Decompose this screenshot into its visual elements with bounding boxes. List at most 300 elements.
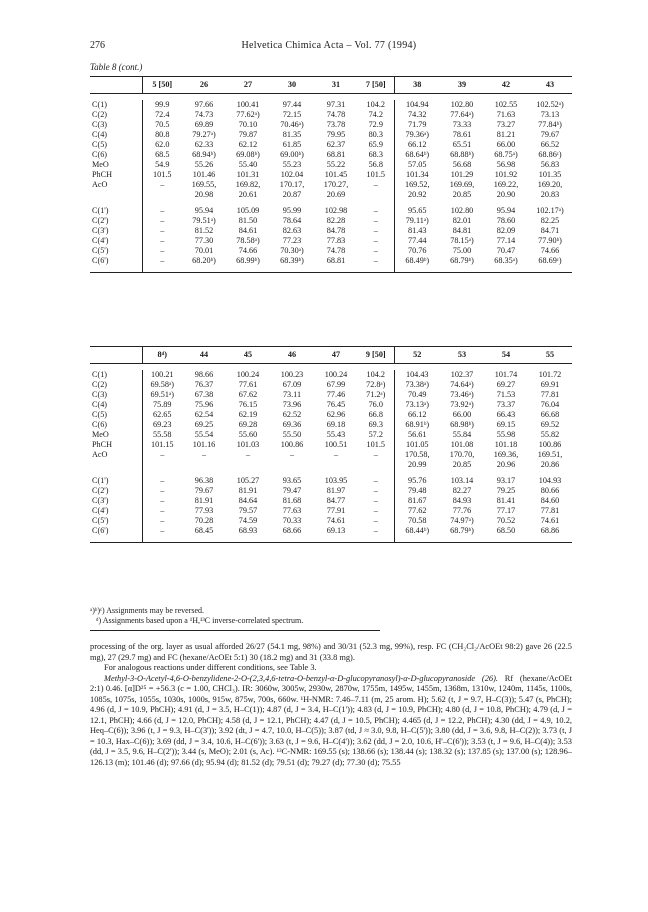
- table-cell: 102.17ᵃ): [536, 206, 564, 215]
- row-label: C(2): [92, 380, 108, 389]
- nmr-table-part-1: [90, 76, 572, 273]
- table-cell: 74.73: [194, 110, 214, 119]
- table-cell: 101.46: [192, 170, 216, 179]
- table-cell: 95.94: [194, 206, 214, 215]
- table-cell: –: [142, 496, 182, 506]
- table-cell: 67.38: [194, 390, 214, 399]
- table-cell: 73.92ᵃ): [450, 400, 474, 409]
- row-label: C(4'): [92, 236, 109, 245]
- table-cell: 68.81: [326, 256, 346, 265]
- table-cell: 68.91ᵇ): [394, 420, 440, 430]
- table-cell: 66.52: [540, 140, 560, 149]
- column-header: 42: [484, 77, 528, 94]
- table-cell: 69.28: [238, 420, 258, 429]
- table-cell: 101.5: [366, 440, 385, 449]
- table-cell: 104.2: [366, 370, 385, 379]
- table-cell: 70.28: [194, 516, 214, 525]
- column-header: 55: [528, 347, 572, 364]
- table-cell: 74.2: [368, 110, 383, 119]
- table-cell: 104.93: [538, 476, 562, 485]
- table-cell: 66.00: [496, 140, 516, 149]
- table-row: [90, 150, 572, 160]
- table-cell: –: [373, 180, 378, 189]
- table-cell: 74.61: [326, 516, 346, 525]
- table-cell: 77.93: [194, 506, 214, 515]
- table-cell: 81.43: [394, 226, 440, 236]
- table-cell: 68.79ᵇ): [450, 526, 474, 535]
- table-row: [90, 506, 572, 516]
- table-cell: 82.28: [326, 216, 346, 225]
- table-cell: 101.92: [494, 170, 518, 179]
- table-cell: 84.61: [238, 226, 258, 235]
- table-cell: 170.70,: [449, 450, 475, 459]
- column-header: 43: [528, 77, 572, 94]
- table-cell: 69.23: [142, 420, 182, 430]
- table-cell: 84.71: [540, 226, 560, 235]
- table-cell: 69.27: [496, 380, 516, 389]
- footnote: ᵃ)ᵇ)ᶜ) Assignments may be reversed.: [90, 606, 205, 615]
- table-cell: 73.96: [282, 400, 302, 409]
- table-cell: 71.53: [496, 390, 516, 399]
- table-cell: –: [373, 256, 378, 265]
- table-cell: 68.5: [142, 150, 182, 160]
- table-cell: 81.68: [282, 496, 302, 505]
- table-cell: 78.58ᵃ): [236, 236, 260, 245]
- table-cell: 101.72: [538, 370, 562, 379]
- row-label: C(6): [92, 420, 108, 429]
- table-cell: 101.74: [494, 370, 518, 379]
- table-cell: 77.63: [282, 506, 302, 515]
- table-cell: 79.87: [238, 130, 258, 139]
- table-cell: 68.39ᵇ): [280, 256, 304, 265]
- table-cell: 77.83: [326, 236, 346, 245]
- table-cell: 55.82: [540, 430, 560, 439]
- table-cell: 77.90ᵇ): [538, 236, 562, 245]
- table-cell: 70.46ᵃ): [280, 120, 304, 129]
- table-cell: 69.3: [368, 420, 383, 429]
- table-cell: 70.01: [194, 246, 214, 255]
- table-cell: 101.5: [142, 170, 182, 180]
- table-cell: 100.51: [324, 440, 348, 449]
- table-cell: 74.66: [540, 246, 560, 255]
- row-label: PhCH: [92, 170, 113, 179]
- table-cell: 93.65: [282, 476, 302, 485]
- row-label: C(4): [92, 400, 108, 409]
- table-cell: 62.54: [194, 410, 214, 419]
- table-cell: 101.45: [324, 170, 348, 179]
- table-cell: –: [373, 216, 378, 225]
- table-cell: 77.62ᵃ): [236, 110, 260, 119]
- table-cell: 69.91: [540, 380, 560, 389]
- table-row: [90, 206, 572, 216]
- row-label: C(3): [92, 390, 108, 399]
- table-cell: 101.08: [450, 440, 474, 449]
- table-cell: 55.58: [142, 430, 182, 440]
- row-label: [90, 190, 142, 200]
- table-cell: 100.41: [236, 100, 260, 109]
- table-cell: 95.65: [394, 206, 440, 216]
- table-cell: 84.64: [238, 496, 258, 505]
- row-label: C(3): [92, 120, 108, 129]
- table-cell: 55.54: [194, 430, 214, 439]
- table-cell: 56.83: [540, 160, 560, 169]
- table-cell: 61.85: [282, 140, 302, 149]
- table-cell: 68.79ᵇ): [450, 256, 474, 265]
- compound-data: Rf (hexane/AcOEt 2:1) 0.46. [α]D²⁵ = +56.3 (c = 1.00, CHCl₃). IR: 3060w, 3005w, 2930w, 2870w, 1755m, 1495w, 1455m, 1368m, 1310w, 1240m, 1145s, 1100s, 1085s, 1075s, 1055s, 1030s, 1000s, 915w, 875w, 700s, 660w. ¹H-NMR: 7.46–7.11 (m, 25 arom. H); 5.62 (t, J = 9.7, H–C(3)); 5.47 (s, PhCH); 4.96 (d, J = 10.9, PhCH); 4.91 (d, J = 3.5, H–C(1)); 4.87 (d, J = 3.4, H–C(1')); 4.83 (d, J = 10.9, PhCH); 4.80 (d, J = 10.8, PhCH); 4.79 (d, J = 12.1, PhCH); 4.66 (d, J = 12.0, PhCH); 4.58 (d, J = 12.1, PhCH); 4.47 (d, J = 10.5, PhCH); 4.465 (d, J = 12.2, PhCH); 4.30 (dd, J = 4.9, 10.2, Heq–C(6)); 3.96 (t, J = 9.3, H–C(3')); 3.92 (dt, J = 4.7, 10.0, H–C(5)); 3.87 (td, J ≈ 3.0, 9.8, H–C(5')); 3.80 (dd, J = 3.6, 9.8, H–C(2)); 3.73 (t, J = 10.3, Hax–C(6)); 3.69 (dd, J = 3.4, 10.6, H–C(6')); 3.63 (t, J = 9.6, H–C(4')); 3.62 (dd, J = 2.0, 10.6, H'–C(6')); 3.53 (t, J = 9.6, H–C(4)); 3.53 (dd, J = 3.5, 9.6, H–C(2')); 3.44 (s, MeO); 2.01 (s, Ac). ¹³C-NMR: 169.55 (s); 138.66 (s); 138.44 (s); 138.32 (s); 137.85 (s); 137.00 (s); 128.96–126.13 (m); 101.46 (d); 97.66 (d); 95.94 (d); 81.52 (d); 79.51 (d); 79.27 (d); 77.30 (d); 75.55: [90, 673, 572, 767]
- table-cell: –: [373, 526, 378, 535]
- table-row: [90, 130, 572, 140]
- row-label: C(4): [92, 130, 108, 139]
- table-cell: 73.11: [282, 390, 302, 399]
- table-cell: 72.8ᵃ): [366, 380, 386, 389]
- table-cell: –: [142, 256, 182, 266]
- table-cell: 104.2: [366, 100, 385, 109]
- table-cell: 62.12: [238, 140, 258, 149]
- table-cell: 170.17,: [279, 180, 305, 189]
- table-cell: 100.86: [280, 440, 304, 449]
- row-label: MeO: [92, 160, 109, 169]
- paragraph: For analogous reactions under different conditions, see Table 3.: [104, 663, 317, 672]
- table-cell: 98.66: [194, 370, 214, 379]
- table-cell: 66.8: [368, 410, 383, 419]
- row-label: C(5'): [92, 246, 109, 255]
- table-cell: 73.78: [326, 120, 346, 129]
- table-cell: [142, 190, 182, 200]
- table-cell: 101.34: [394, 170, 440, 180]
- table-cell: 97.31: [326, 100, 346, 109]
- table-cell: 68.99ᵇ): [236, 256, 260, 265]
- row-label: C(2'): [92, 486, 109, 495]
- table-cell: 84.81: [452, 226, 472, 235]
- table-cell: 68.98ᵇ): [450, 420, 474, 429]
- table-cell: 68.45: [194, 526, 214, 535]
- table-cell: 103.95: [324, 476, 348, 485]
- table-cell: 77.81: [540, 390, 560, 399]
- column-header: 8ᵈ): [142, 347, 182, 364]
- table-cell: 62.33: [194, 140, 214, 149]
- table-cell: 102.80: [450, 206, 474, 215]
- table-cell: –: [142, 506, 182, 516]
- row-label: C(1): [92, 370, 108, 379]
- table-cell: 68.66: [282, 526, 302, 535]
- table-row: [90, 120, 572, 130]
- table-cell: 77.64ᵃ): [450, 110, 474, 119]
- table-cell: 95.99: [282, 206, 302, 215]
- row-label: C(5'): [92, 516, 109, 525]
- table-cell: –: [142, 236, 182, 246]
- table-cell: –: [245, 450, 251, 459]
- table-cell: [358, 460, 394, 470]
- table-cell: 81.97: [326, 486, 346, 495]
- table-cell: 55.40: [238, 160, 258, 169]
- table-cell: 97.66: [194, 100, 214, 109]
- table-cell: 78.60: [496, 216, 516, 225]
- table-cell: 79.95: [326, 130, 346, 139]
- table-cell: 95.76: [394, 476, 440, 486]
- table-cell: 79.11ᵃ): [394, 216, 440, 226]
- footnote: ᵈ) Assignments based upon a ¹H,¹³C inverse-correlated spectrum.: [96, 616, 304, 625]
- table-row: [90, 216, 572, 226]
- table-cell: 67.62: [238, 390, 258, 399]
- table-cell: 69.25: [194, 420, 214, 429]
- table-cell: –: [142, 486, 182, 496]
- table-cell: 57.2: [368, 430, 383, 439]
- table-row: [90, 516, 572, 526]
- row-label: C(3'): [92, 496, 109, 505]
- table-cell: 80.8: [142, 130, 182, 140]
- table-cell: 82.09: [496, 226, 516, 235]
- table-row: [90, 110, 572, 120]
- table-cell: 69.36: [282, 420, 302, 429]
- row-label: C(1'): [92, 476, 109, 485]
- journal-title: Helvetica Chimica Acta – Vol. 77 (1994): [241, 40, 417, 51]
- table-cell: 84.93: [452, 496, 472, 505]
- table-cell: 102.52ᵃ): [536, 100, 564, 109]
- row-label: C(5): [92, 410, 108, 419]
- table-cell: 96.38: [194, 476, 214, 485]
- table-row: [90, 380, 572, 390]
- table-cell: –: [373, 496, 378, 505]
- table-cell: 101.05: [394, 440, 440, 450]
- table-cell: –: [373, 476, 378, 485]
- table-cell: 79.25: [496, 486, 516, 495]
- table-cell: 71.2ᵃ): [366, 390, 386, 399]
- table-cell: 100.23: [280, 370, 304, 379]
- table-cell: 97.44: [282, 100, 302, 109]
- table-cell: 68.44ᵇ): [394, 526, 440, 536]
- table-cell: 79.67: [194, 486, 214, 495]
- table-cell: 84.60: [540, 496, 560, 505]
- paragraph: processing of the org. layer as usual afforded 26/27 (54.1 mg, 98%) and 30/31 (52.3 mg, 99%), resp. FC (CH₂Cl₂/AcOEt 98:2) gave 26 (22.5 mg), 27 (29.7 mg) and FC (hexane/AcOEt 5:1) 30 (18.2 mg) and 31 (33.8 mg).: [90, 642, 572, 662]
- table-cell: 68.94ᵇ): [192, 150, 216, 159]
- row-label: [90, 460, 142, 470]
- table-cell: 77.76: [452, 506, 472, 515]
- table-cell: 82.27: [452, 486, 472, 495]
- table-cell: [182, 460, 226, 470]
- table-cell: 20.85: [452, 460, 472, 469]
- column-header: 47: [314, 347, 358, 364]
- body-text: [90, 642, 572, 768]
- table-cell: 20.99: [394, 460, 440, 470]
- table-cell: 80.3: [368, 130, 383, 139]
- table-cell: 105.09: [236, 206, 260, 215]
- table-cell: 74.97ᵃ): [450, 516, 474, 525]
- table-cell: 169.52,: [394, 180, 440, 190]
- table-cell: 79.51ᵃ): [192, 216, 216, 225]
- table-cell: 81.91: [238, 486, 258, 495]
- column-header: 9 [50]: [358, 347, 394, 364]
- table-cell: 68.35ᵃ): [494, 256, 518, 265]
- row-label: C(2): [92, 110, 108, 119]
- table-cell: 169.20,: [537, 180, 563, 189]
- table-row: [90, 450, 572, 460]
- table-cell: 102.04: [280, 170, 304, 179]
- table-cell: 73.13: [540, 110, 560, 119]
- table-cell: 68.86ᶜ): [538, 150, 562, 159]
- table-cell: 66.12: [394, 410, 440, 420]
- table-cell: 55.23: [282, 160, 302, 169]
- table-cell: 84.77: [326, 496, 346, 505]
- table-cell: 70.47: [496, 246, 516, 255]
- table-cell: 70.30ᵃ): [280, 246, 304, 255]
- table-cell: 77.23: [282, 236, 302, 245]
- table-cell: 77.81: [540, 506, 560, 515]
- table-cell: 55.84: [452, 430, 472, 439]
- table-cell: 62.96: [326, 410, 346, 419]
- table-cell: 65.9: [368, 140, 383, 149]
- table-row: [90, 140, 572, 150]
- table-cell: 101.5: [366, 170, 385, 179]
- table-cell: 78.64: [282, 216, 302, 225]
- table-cell: 54.9: [142, 160, 182, 170]
- column-header: [90, 347, 142, 364]
- row-label: C(1'): [92, 206, 109, 215]
- table-cell: 79.67: [540, 130, 560, 139]
- table-cell: 74.61: [540, 516, 560, 525]
- table-cell: 68.86: [540, 526, 560, 535]
- table-cell: 73.33: [452, 120, 472, 129]
- table-cell: 74.64ᵃ): [450, 380, 474, 389]
- table-cell: 55.43: [326, 430, 346, 439]
- table-cell: 79.57: [238, 506, 258, 515]
- table-cell: 77.46: [326, 390, 346, 399]
- table-cell: 69.15: [496, 420, 516, 429]
- table-cell: –: [142, 526, 182, 536]
- table-cell: 78.15ᵃ): [450, 236, 474, 245]
- table-cell: 55.98: [496, 430, 516, 439]
- table-cell: 103.14: [450, 476, 474, 485]
- table-cell: 169.51,: [537, 450, 563, 459]
- table-cell: 77.44: [394, 236, 440, 246]
- table-cell: 100.24: [324, 370, 348, 379]
- table-cell: 170.58,: [394, 450, 440, 460]
- table-cell: 62.37: [326, 140, 346, 149]
- table-cell: 20.83: [540, 190, 560, 199]
- table-cell: 77.84ᵇ): [538, 120, 562, 129]
- table-cell: 101.16: [192, 440, 216, 449]
- page-header: [90, 40, 568, 54]
- table-cell: 77.30: [194, 236, 214, 245]
- table-row: [90, 160, 572, 170]
- table-cell: –: [373, 506, 378, 515]
- table-cell: 170.27,: [323, 180, 349, 189]
- table-cell: 76.37: [194, 380, 214, 389]
- table-cell: 74.32: [394, 110, 440, 120]
- table-cell: 99.9: [142, 100, 182, 110]
- table-cell: 62.19: [238, 410, 258, 419]
- table-cell: 100.24: [236, 370, 260, 379]
- table-cell: 68.75ᵃ): [494, 150, 518, 159]
- table-row: [90, 246, 572, 256]
- column-header: 5 [50]: [142, 77, 182, 94]
- column-header: 39: [440, 77, 484, 94]
- row-label: MeO: [92, 430, 109, 439]
- table-cell: 70.33: [282, 516, 302, 525]
- table-cell: 102.98: [324, 206, 348, 215]
- table-cell: –: [373, 246, 378, 255]
- table-cell: 81.50: [238, 216, 258, 225]
- table-cell: 101.35: [538, 170, 562, 179]
- table-cell: 169.55,: [191, 180, 217, 189]
- table-cell: 101.29: [450, 170, 474, 179]
- table-cell: 75.96: [194, 400, 214, 409]
- table-row: [90, 486, 572, 496]
- table-cell: –: [333, 450, 339, 459]
- table-cell: 68.88ᵇ): [450, 150, 474, 159]
- table-row: [90, 226, 572, 236]
- table-cell: 169.82,: [235, 180, 261, 189]
- table-cell: 104.94: [394, 100, 440, 110]
- table-cell: 73.46ᵃ): [450, 390, 474, 399]
- table-cell: 101.31: [236, 170, 260, 179]
- table-cell: 79.36ᵃ): [394, 130, 440, 140]
- table-cell: 68.3: [368, 150, 383, 159]
- table-cell: 62.65: [142, 410, 182, 420]
- table-cell: 20.90: [496, 190, 516, 199]
- table-cell: 71.63: [496, 110, 516, 119]
- table-cell: 81.52: [194, 226, 214, 235]
- table-row: [90, 440, 572, 450]
- table-cell: 20.86: [540, 460, 560, 469]
- table-cell: –: [142, 216, 182, 226]
- table-cell: [358, 190, 394, 200]
- row-label: C(1): [92, 100, 108, 109]
- table-cell: 68.69ᶜ): [538, 256, 562, 265]
- table-footnotes: [90, 606, 410, 626]
- table-cell: [270, 460, 314, 470]
- table-row: [90, 180, 572, 190]
- column-header: 38: [394, 77, 440, 94]
- table-cell: 70.76: [394, 246, 440, 256]
- column-header: [90, 77, 142, 94]
- table-row: [90, 420, 572, 430]
- table-cell: 73.27: [496, 120, 516, 129]
- table-cell: 66.12: [394, 140, 440, 150]
- table-cell: 62.0: [142, 140, 182, 150]
- table-cell: 77.91: [326, 506, 346, 515]
- table-cell: 74.78: [326, 110, 346, 119]
- row-label: C(6): [92, 150, 108, 159]
- table-cell: 169.69,: [449, 180, 475, 189]
- table-row: [90, 526, 572, 536]
- compound-description: [90, 674, 572, 769]
- table-cell: 100.21: [142, 370, 182, 380]
- table-cell: 55.50: [282, 430, 302, 439]
- table-cell: 101.03: [236, 440, 260, 449]
- column-header: 26: [182, 77, 226, 94]
- table-cell: 68.93: [238, 526, 258, 535]
- table-cell: 102.55: [494, 100, 518, 109]
- table-cell: 79.47: [282, 486, 302, 495]
- table-cell: –: [142, 206, 182, 216]
- table-cell: 72.15: [282, 110, 302, 119]
- table-cell: 69.00ᵇ): [280, 150, 304, 159]
- table-cell: 56.98: [496, 160, 516, 169]
- table-cell: –: [142, 450, 182, 460]
- table-cell: 68.50: [496, 526, 516, 535]
- table-cell: 80.66: [540, 486, 560, 495]
- compound-name: Methyl-3-O-Acetyl-4,6-O-benzylidene-2-O-(2,3,4,6-tetra-O-benzyl-α-D-glucopyranosyl)-α-D-glucopyranoside (26).: [104, 673, 498, 683]
- table-cell: 75.00: [452, 246, 472, 255]
- table-cell: 69.18: [326, 420, 346, 429]
- row-label: AcO: [92, 450, 108, 459]
- table-cell: 68.81: [326, 150, 346, 159]
- table-cell: 66.68: [540, 410, 560, 419]
- table-cell: [226, 460, 270, 470]
- table-cell: –: [142, 516, 182, 526]
- table-row: [90, 430, 572, 440]
- table-cell: 76.45: [326, 400, 346, 409]
